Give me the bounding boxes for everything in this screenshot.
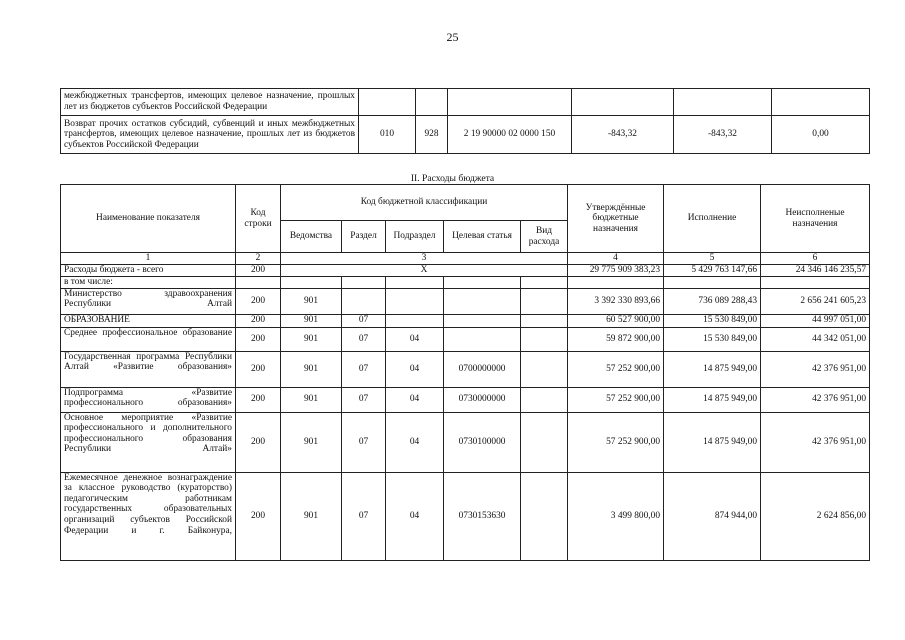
- row-executed: 874 944,00: [664, 472, 761, 560]
- row-code: 200: [236, 327, 281, 351]
- section-title: II. Расходы бюджета: [410, 173, 495, 184]
- row-type: [521, 314, 568, 327]
- row-approved: -843,32: [572, 116, 674, 154]
- row-type: [521, 288, 568, 314]
- row-section: 07: [342, 472, 386, 560]
- row-unexecuted: 0,00: [772, 116, 870, 154]
- row-unexecuted: [772, 89, 870, 116]
- row-section: 07: [342, 327, 386, 351]
- row-name: Основное мероприятие «Развитие профессионального и дополнительного профессионального образования Республики Алтай»: [61, 412, 236, 472]
- income-table-continuation: [60, 88, 870, 154]
- row-name: ОБРАЗОВАНИЕ: [61, 314, 236, 327]
- row-target: 0700000000: [444, 351, 521, 387]
- row-approved: 57 252 900,00: [568, 351, 664, 387]
- header-executed: Исполнение: [664, 185, 761, 253]
- column-number: 2: [236, 253, 281, 265]
- column-number: 3: [281, 253, 568, 265]
- row-code: 200: [236, 351, 281, 387]
- row-code: 200: [236, 288, 281, 314]
- row-type: [521, 412, 568, 472]
- row-approved: 3 392 330 893,66: [568, 288, 664, 314]
- row-section: 07: [342, 314, 386, 327]
- column-number: 6: [761, 253, 870, 265]
- row-unexecuted: 42 376 951,00: [761, 387, 870, 412]
- row-name: Ежемесячное денежное вознаграждение за классное руководство (кураторство) педагогическим работникам государственных образовательных организаций субъектов Российской Федерации и г. Байконура,: [61, 472, 236, 560]
- header-name: Наименование показателя: [61, 185, 236, 253]
- header-classification: Код бюджетной классификации: [281, 185, 568, 221]
- row-name: Расходы бюджета - всего: [61, 264, 236, 276]
- row-name: Государственная программа Республики Алтай «Развитие образования»: [61, 351, 236, 387]
- table-row: [61, 327, 870, 351]
- column-number: 5: [664, 253, 761, 265]
- header-subsection: Подраздел: [386, 221, 444, 253]
- row-approved: 29 775 909 383,23: [568, 264, 664, 276]
- row-code: 200: [236, 314, 281, 327]
- row-department: 901: [281, 327, 342, 351]
- table-row: [61, 89, 870, 116]
- table-row: [61, 472, 870, 560]
- header-type: Вид расхода: [521, 221, 568, 253]
- row-section: 07: [342, 412, 386, 472]
- including-row: [61, 276, 870, 288]
- row-approved: 57 252 900,00: [568, 387, 664, 412]
- table-row: [61, 314, 870, 327]
- row-target: [444, 314, 521, 327]
- row-approved: 59 872 900,00: [568, 327, 664, 351]
- row-unexecuted: 42 376 951,00: [761, 351, 870, 387]
- row-department: 901: [281, 387, 342, 412]
- column-number: 4: [568, 253, 664, 265]
- row-type: [521, 327, 568, 351]
- header-target: Целевая статья: [444, 221, 521, 253]
- header-unexecuted: Неисполненые назначения: [761, 185, 870, 253]
- row-department: 901: [281, 314, 342, 327]
- row-unexecuted: 44 342 051,00: [761, 327, 870, 351]
- page-number: 25: [446, 30, 459, 44]
- row-name: Возврат прочих остатков субсидий, субвенций и иных межбюджетных трансфертов, имеющих целевое назначение, прошлых лет из бюджетов субъектов Российской Федерации: [61, 116, 359, 154]
- row-type: [521, 472, 568, 560]
- row-department: 928: [416, 116, 448, 154]
- row-unexecuted: 44 997 051,00: [761, 314, 870, 327]
- total-row: [61, 264, 870, 276]
- row-executed: [674, 89, 772, 116]
- row-unexecuted: 42 376 951,00: [761, 412, 870, 472]
- expenses-table: [60, 184, 870, 561]
- row-department: 901: [281, 351, 342, 387]
- row-executed: -843,32: [674, 116, 772, 154]
- row-department: 901: [281, 472, 342, 560]
- row-code: [359, 89, 416, 116]
- row-name: межбюджетных трансфертов, имеющих целевое назначение, прошлых лет из бюджетов субъектов Российской Федерации: [61, 89, 359, 116]
- including-label: в том числе:: [61, 276, 236, 288]
- row-subsection: 04: [386, 327, 444, 351]
- row-executed: 14 875 949,00: [664, 387, 761, 412]
- row-section: 07: [342, 351, 386, 387]
- row-target: 0730000000: [444, 387, 521, 412]
- row-unexecuted: 24 346 146 235,57: [761, 264, 870, 276]
- row-section: 07: [342, 387, 386, 412]
- row-unexecuted: 2 624 856,00: [761, 472, 870, 560]
- table-row: [61, 412, 870, 472]
- table-row: [61, 387, 870, 412]
- column-number: 1: [61, 253, 236, 265]
- row-name: Министерство здравоохранения Республики Алтай: [61, 288, 236, 314]
- row-classification: 2 19 90000 02 0000 150: [448, 116, 572, 154]
- row-target: 0730153630: [444, 472, 521, 560]
- row-classification: [448, 89, 572, 116]
- row-department: 901: [281, 288, 342, 314]
- header-approved: Утверждённые бюджетные назначения: [568, 185, 664, 253]
- row-subsection: 04: [386, 412, 444, 472]
- table-row: [61, 288, 870, 314]
- row-code: 200: [236, 472, 281, 560]
- header-section: Раздел: [342, 221, 386, 253]
- row-subsection: 04: [386, 472, 444, 560]
- header-department: Ведомства: [281, 221, 342, 253]
- row-mark: X: [281, 264, 568, 276]
- row-executed: 736 089 288,43: [664, 288, 761, 314]
- header-code: Код строки: [236, 185, 281, 253]
- row-executed: 14 875 949,00: [664, 351, 761, 387]
- row-section: [342, 288, 386, 314]
- table-row: [61, 116, 870, 154]
- row-approved: 3 499 800,00: [568, 472, 664, 560]
- row-approved: [572, 89, 674, 116]
- row-approved: 60 527 900,00: [568, 314, 664, 327]
- row-subsection: 04: [386, 387, 444, 412]
- row-code: 200: [236, 387, 281, 412]
- row-name: Подпрограмма «Развитие профессионального образования»: [61, 387, 236, 412]
- row-code: 200: [236, 264, 281, 276]
- row-name: Среднее профессиональное образование: [61, 327, 236, 351]
- row-code: 010: [359, 116, 416, 154]
- row-subsection: 04: [386, 351, 444, 387]
- row-department: 901: [281, 412, 342, 472]
- row-type: [521, 351, 568, 387]
- row-target: 0730100000: [444, 412, 521, 472]
- row-subsection: [386, 288, 444, 314]
- row-type: [521, 387, 568, 412]
- row-target: [444, 327, 521, 351]
- row-subsection: [386, 314, 444, 327]
- row-executed: 14 875 949,00: [664, 412, 761, 472]
- row-executed: 5 429 763 147,66: [664, 264, 761, 276]
- row-executed: 15 530 849,00: [664, 327, 761, 351]
- table-row: [61, 351, 870, 387]
- row-unexecuted: 2 656 241 605,23: [761, 288, 870, 314]
- row-code: 200: [236, 412, 281, 472]
- row-department: [416, 89, 448, 116]
- row-target: [444, 288, 521, 314]
- row-executed: 15 530 849,00: [664, 314, 761, 327]
- row-approved: 57 252 900,00: [568, 412, 664, 472]
